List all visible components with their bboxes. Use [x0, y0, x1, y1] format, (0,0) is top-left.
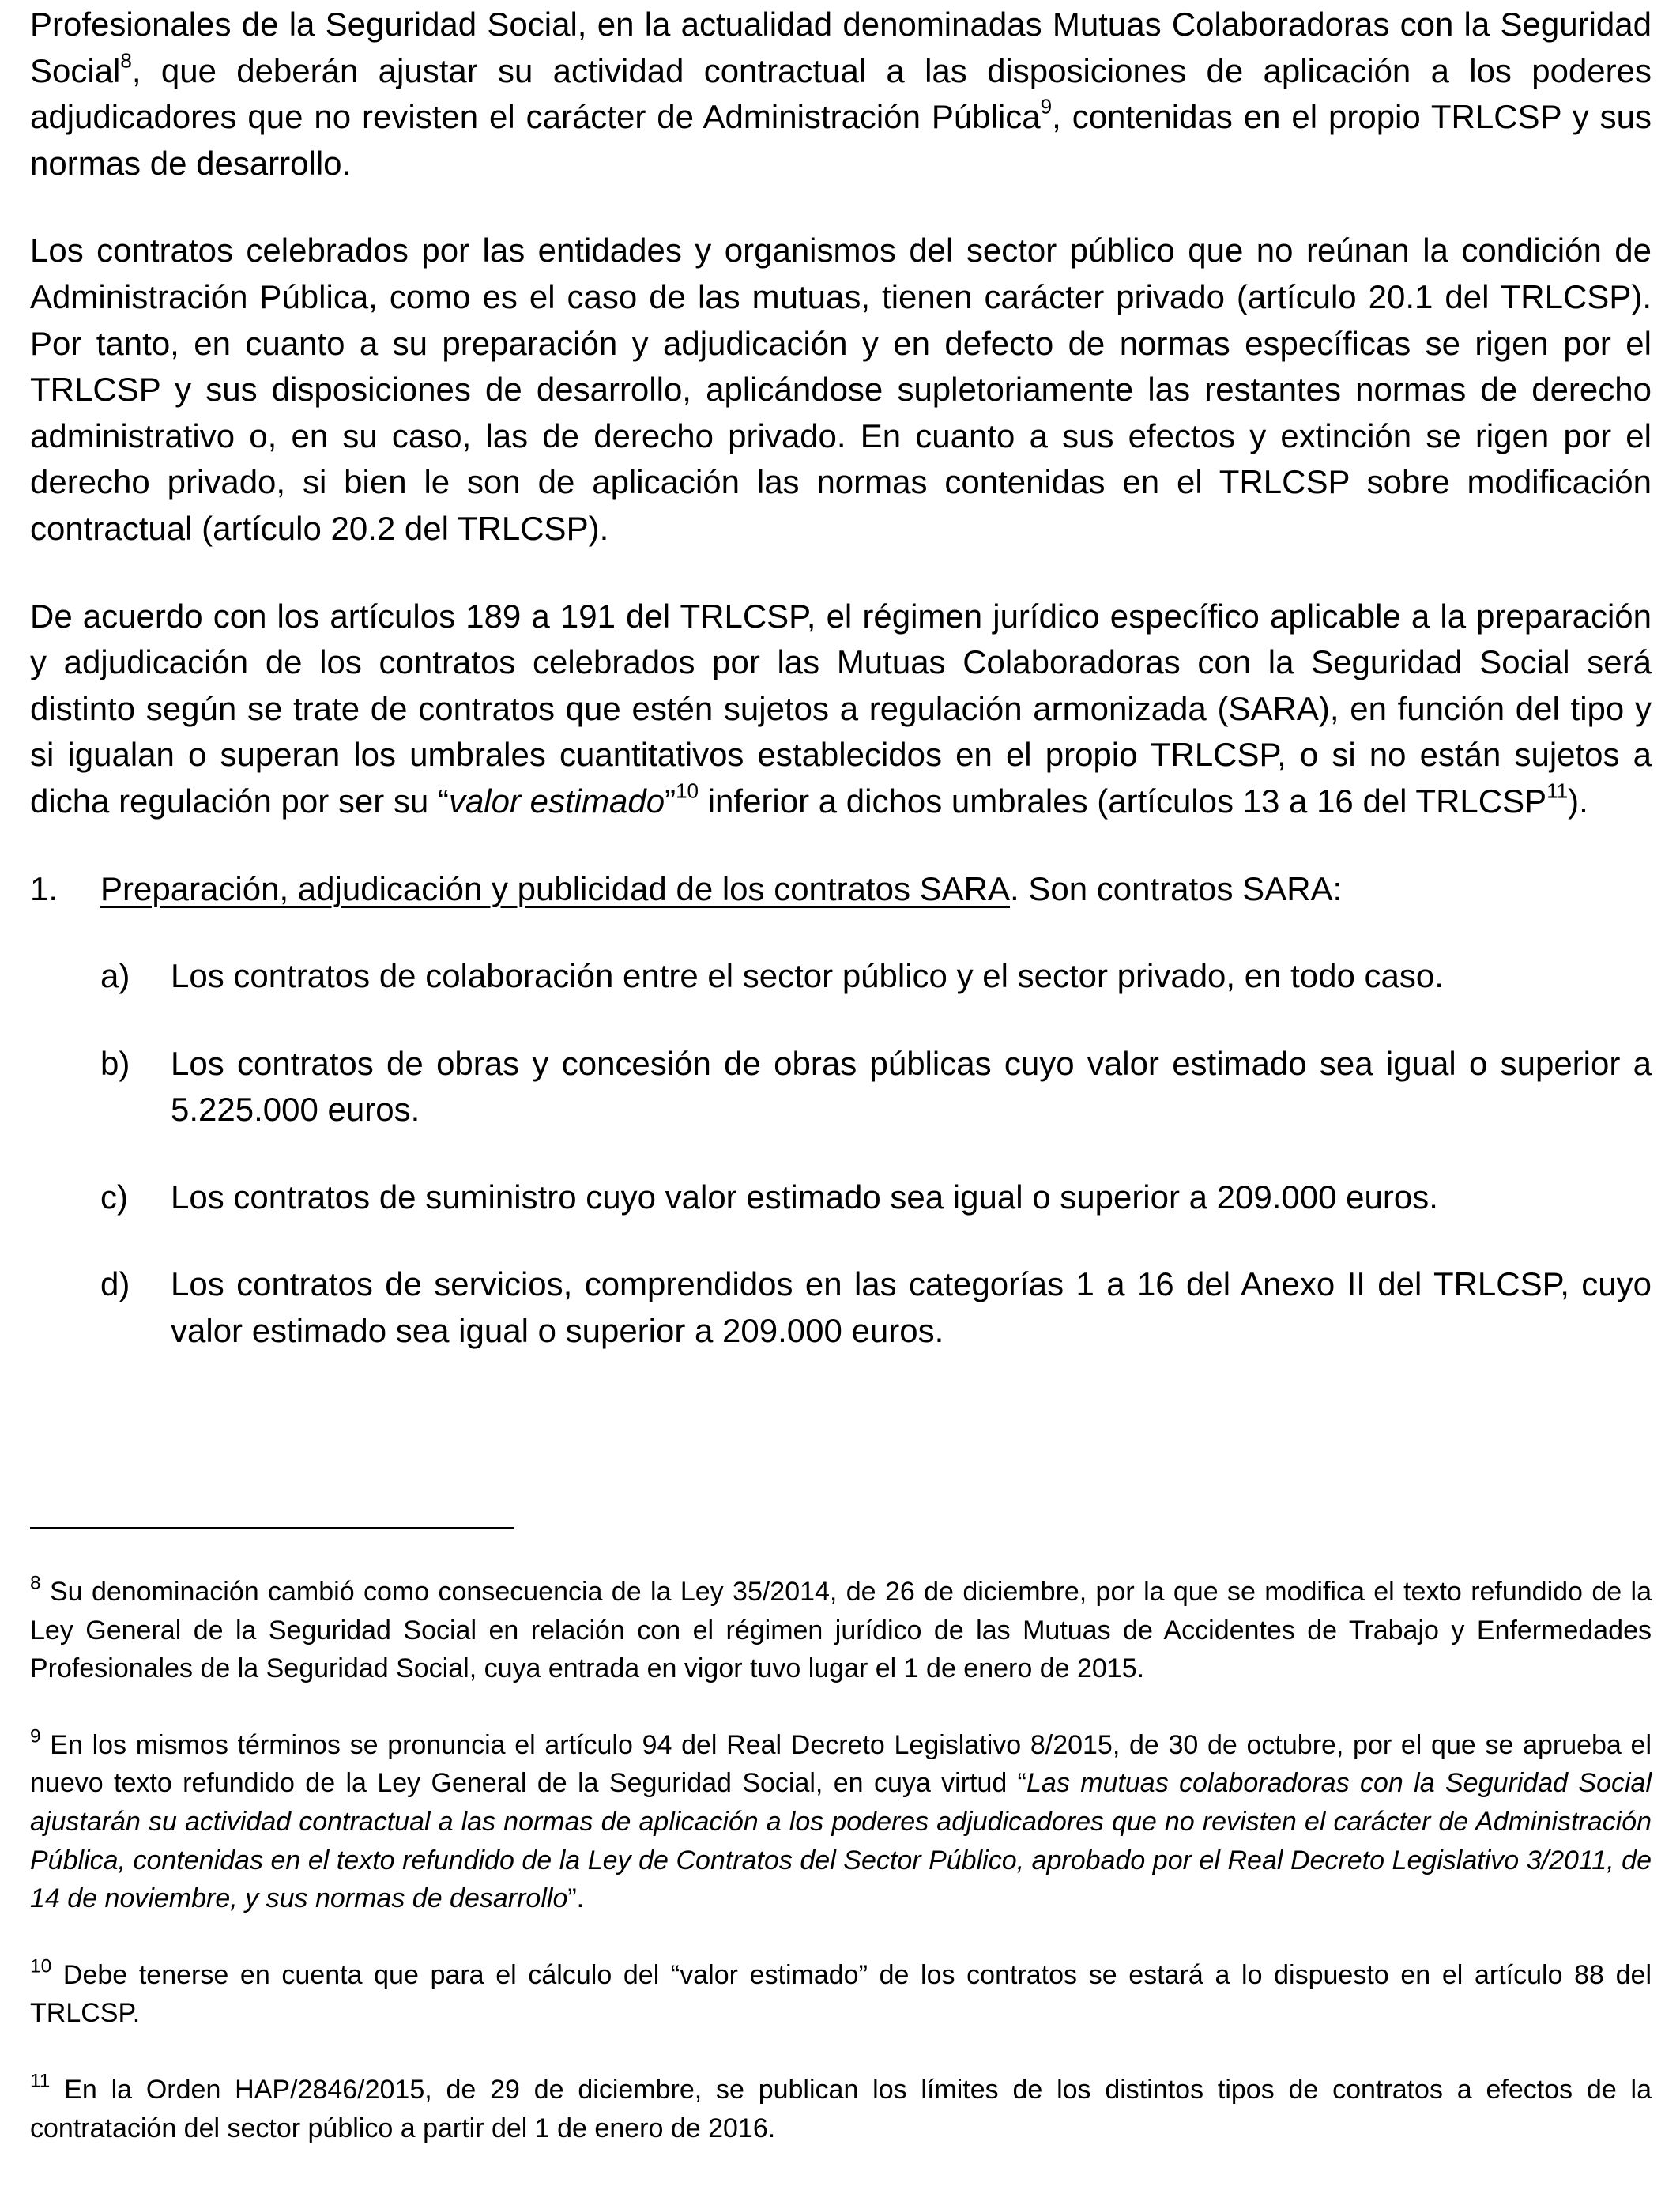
- list-item-d: [100, 1261, 1652, 1354]
- footnote-8: $^8$ Su denominación cambió como consecuencia de la Ley 35/2014, de 26 de diciembre, por la que se modifica el texto refundido de la Ley General de la Seguridad Social en relación con el régimen jurídico de las Mutuas de Accidentes de Trabajo y Enfermedades Profesionales de la Seguridad Social, cuya entrada en vigor tuvo lugar el 1 de enero de 2015.: [30, 1572, 1652, 1684]
- list-number: 1.: [30, 869, 58, 907]
- list-item-text: Los contratos de servicios, comprendidos en las categorías 1 a 16 del Anexo II del TRLCSP, cuyo valor estimado sea igual o superior a 209.000 euros.: [171, 1265, 1652, 1350]
- paragraph-3: De acuerdo con los artículos 189 a 191 del TRLCSP, el régimen jurídico específico aplicable a la preparación y adjudicación de los contratos celebrados por las Mutuas Colaboradoras con la Seguridad Social será distinto según se trate de contratos que estén sujetos a regulación armonizada (SARA), en función del tipo y si igualan o superan los umbrales cuantitativos establecidos en el propio TRLCSP, o si no están sujetos a dicha regulación por ser su “valor estimado”$^{10}$ inferior a dichos umbrales (artículos 13 a 16 del TRLCSP$^{11}$).: [30, 597, 1652, 820]
- footnote-ref-8[interactable]: 8: [120, 47, 132, 72]
- footnote-ref-11[interactable]: 11: [1546, 778, 1569, 803]
- list-item-a: [100, 953, 1652, 1000]
- footnote-number: 9: [30, 1725, 41, 1747]
- footnote-ref-10[interactable]: 10: [676, 778, 699, 803]
- paragraph-1: Profesionales de la Seguridad Social, en la actualidad denominadas Mutuas Colaboradoras con la Seguridad Social$^8$, que deberán ajustar su actividad contractual a las disposiciones de aplicación a los poderes adjudicadores que no revisten el carácter de Administración Pública$^9$, contenidas en el propio TRLCSP y sus normas de desarrollo.: [30, 6, 1652, 182]
- footnote-10: $^{10}$ Debe tenerse en cuenta que para el cálculo del “valor estimado” de los contratos se estará a lo dispuesto en el artículo 88 del TRLCSP.: [30, 1955, 1652, 2029]
- body-text: [30, 2, 1652, 1355]
- list-item-1: [30, 866, 1652, 913]
- footnote-11: $^{11}$ En la Orden HAP/2846/2015, de 29 de diciembre, se publican los límites de los distintos tipos de contratos a efectos de la contratación del sector público a partir del 1 de enero de 2016.: [30, 2070, 1652, 2143]
- footnote-separator: [30, 1527, 514, 1529]
- sara-contracts-list: [30, 953, 1652, 1355]
- list-letter: b): [100, 1044, 130, 1082]
- list-item-text: Los contratos de colaboración entre el sector público y el sector privado, en todo caso.: [171, 957, 1444, 995]
- list-letter: d): [100, 1265, 130, 1303]
- footnote-number: 10: [30, 1955, 52, 1977]
- paragraph-2: Los contratos celebrados por las entidades y organismos del sector público que no reúnan la condición de Administración Pública, como es el caso de las mutuas, tienen carácter privado (artículo 20.1 del TRLCSP). Por tanto, en cuanto a su preparación y adjudicación y en defecto de normas específicas se rigen por el TRLCSP y sus disposiciones de desarrollo, aplicándose supletoriamente las restantes normas de derecho administrativo o, en su caso, las de derecho privado. En cuanto a sus efectos y extinción se rigen por el derecho privado, si bien le son de aplicación las normas contenidas en el TRLCSP sobre modificación contractual (artículo 20.2 del TRLCSP).: [30, 232, 1652, 547]
- list-item-text: Los contratos de suministro cuyo valor estimado sea igual o superior a 209.000 euros.: [171, 1178, 1438, 1216]
- list-item-c: [100, 1174, 1652, 1221]
- footnote-number: 11: [30, 2070, 51, 2092]
- list-letter: c): [100, 1178, 128, 1216]
- footnote-9: $^9$ En los mismos términos se pronuncia el artículo 94 del Real Decreto Legislativo 8/2015, de 30 de octubre, por el que se aprueba el nuevo texto refundido de la Ley General de la Seguridad Social, en cuya virtud “Las mutuas colaboradoras con la Seguridad Social ajustarán su actividad contractual a las normas de aplicación a los poderes adjudicadores que no revisten el carácter de Administración Pública, contenidas en el texto refundido de la Ley de Contratos del Sector Público, aprobado por el Real Decreto Legislativo 3/2011, de 14 de noviembre, y sus normas de desarrollo”.: [30, 1725, 1652, 1914]
- section-heading: Preparación, adjudicación y publicidad de los contratos SARA: [100, 869, 1011, 907]
- list-letter: a): [100, 957, 130, 995]
- list-item-b: [100, 1041, 1652, 1133]
- footnote-number: 8: [30, 1572, 41, 1594]
- list-item-text: Los contratos de obras y concesión de obras públicas cuyo valor estimado sea igual o superior a 5.225.000 euros.: [171, 1044, 1652, 1129]
- footnote-ref-9[interactable]: 9: [1040, 94, 1053, 119]
- footnotes: [30, 1573, 1652, 2147]
- list-item-text: Preparación, adjudicación y publicidad de los contratos SARA. Son contratos SARA:: [100, 869, 1343, 907]
